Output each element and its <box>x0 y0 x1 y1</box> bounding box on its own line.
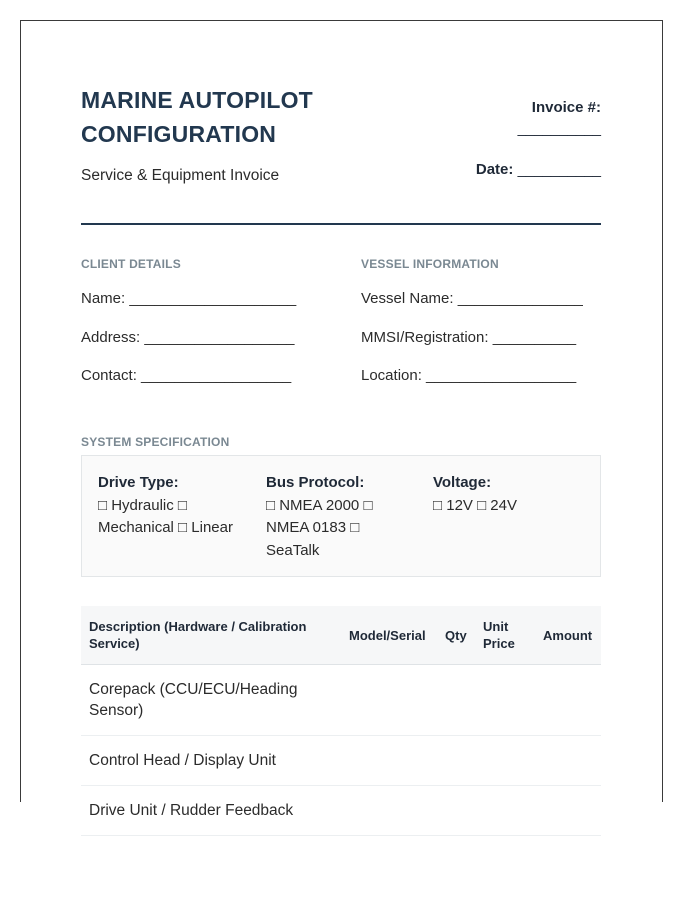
column-header-description: Description (Hardware / Calibration Service) <box>81 606 341 665</box>
bus-protocol-options[interactable]: □ NMEA 2000 □ NMEA 0183 □ SeaTalk <box>266 496 373 559</box>
mmsi-registration-field[interactable]: MMSI/Registration: __________ <box>361 329 577 346</box>
client-details-heading: CLIENT DETAILS <box>81 257 181 271</box>
drive-type-group <box>98 472 248 540</box>
date-label: Date: <box>475 161 514 178</box>
line-items-table <box>81 606 601 836</box>
vessel-info-heading: VESSEL INFORMATION <box>361 257 499 271</box>
row-qty[interactable] <box>437 665 475 736</box>
column-header-model-serial: Model/Serial <box>341 606 437 665</box>
row-unit-price[interactable] <box>475 786 535 836</box>
row-qty[interactable] <box>437 736 475 786</box>
row-description: Drive Unit / Rudder Feedback <box>81 786 341 836</box>
page-subtitle: Service & Equipment Invoice <box>81 167 280 184</box>
row-unit-price[interactable] <box>475 665 535 736</box>
column-header-qty: Qty <box>437 606 475 665</box>
row-model-serial[interactable] <box>341 665 437 736</box>
bus-protocol-group <box>266 472 416 562</box>
row-amount[interactable] <box>535 786 601 836</box>
table-header-row <box>81 606 601 665</box>
page-title: MARINE AUTOPILOT CONFIGURATION <box>81 87 313 147</box>
row-model-serial[interactable] <box>341 786 437 836</box>
invoice-page <box>20 20 663 819</box>
row-description: Corepack (CCU/ECU/Heading Sensor) <box>81 665 341 736</box>
voltage-label: Voltage: <box>433 474 492 491</box>
row-model-serial[interactable] <box>341 736 437 786</box>
row-amount[interactable] <box>535 665 601 736</box>
table-row <box>81 736 601 786</box>
system-spec-box <box>81 455 601 577</box>
voltage-group <box>433 472 583 517</box>
column-header-amount: Amount <box>535 606 601 665</box>
invoice-number-field[interactable]: __________ <box>517 120 601 137</box>
invoice-number-label: Invoice #: <box>531 99 601 116</box>
table-row <box>81 665 601 736</box>
row-unit-price[interactable] <box>475 736 535 786</box>
vessel-name-field[interactable]: Vessel Name: _______________ <box>361 290 583 307</box>
drive-type-options[interactable]: □ Hydraulic □ Mechanical □ Linear <box>98 496 233 536</box>
row-amount[interactable] <box>535 736 601 786</box>
vessel-location-field[interactable]: Location: __________________ <box>361 367 577 384</box>
voltage-options[interactable]: □ 12V □ 24V <box>433 496 518 514</box>
client-contact-field[interactable]: Contact: __________________ <box>81 367 292 384</box>
system-spec-heading: SYSTEM SPECIFICATION <box>81 435 230 449</box>
drive-type-label: Drive Type: <box>98 474 179 491</box>
date-field[interactable]: __________ <box>517 161 601 178</box>
invoice-meta <box>441 99 601 178</box>
table-row <box>81 786 601 836</box>
row-description: Control Head / Display Unit <box>81 736 341 786</box>
client-name-field[interactable]: Name: ____________________ <box>81 290 297 307</box>
bus-protocol-label: Bus Protocol: <box>266 474 365 491</box>
column-header-unit-price: Unit Price <box>475 606 535 665</box>
row-qty[interactable] <box>437 786 475 836</box>
header-divider <box>81 223 601 225</box>
client-address-field[interactable]: Address: __________________ <box>81 329 295 346</box>
date-row <box>476 161 601 178</box>
